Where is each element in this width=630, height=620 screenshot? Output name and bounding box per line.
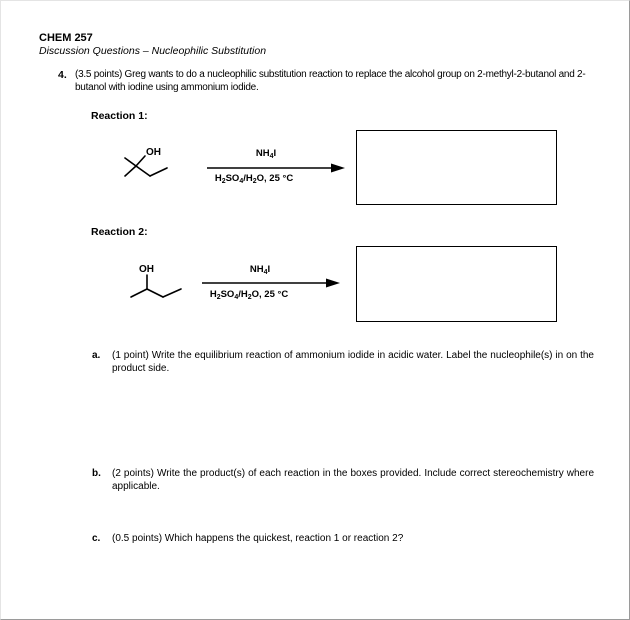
reaction-2-arrow: [202, 276, 342, 290]
part-a-text: (1 point) Write the equilibrium reaction of ammonium iodide in acidic water. Label the nucleophile(s) in on the product side.: [112, 350, 594, 374]
reaction-1-answer-box[interactable]: [356, 130, 557, 205]
part-a-letter: a.: [92, 350, 101, 361]
part-c-text: (0.5 points) Which happens the quickest, reaction 1 or reaction 2?: [112, 533, 404, 544]
reaction-2-answer-box[interactable]: [356, 246, 557, 322]
bond: [136, 156, 145, 166]
part-b-text: (2 points) Write the product(s) of each reaction in the boxes provided. Include correct stereochemistry where applicable.: [112, 468, 594, 492]
bond: [163, 289, 181, 297]
question-number: 4.: [58, 69, 67, 81]
reaction-1-reagent-top: $NH_4I$: [255, 148, 277, 160]
worksheet-subtitle: Discussion Questions – Nucleophilic Substitution: [39, 45, 267, 57]
question-text: (3.5 points) Greg wants to do a nucleophilic substitution reaction to replace the alcohol group on 2-methyl-2-butanol and 2-butanol with iodine using ammonium iodide.: [75, 69, 586, 93]
bond: [125, 166, 136, 176]
bond: [150, 168, 167, 176]
bond: [147, 289, 163, 297]
bond: [125, 158, 136, 166]
hydroxyl-label: OH: [139, 264, 154, 275]
bond: [131, 289, 147, 297]
reaction-2-label: Reaction 2:: [91, 226, 148, 238]
reaction-2-reagent-top: $NH_4I$: [249, 264, 271, 276]
course-title: CHEM 257: [39, 32, 93, 44]
reaction-1-reactant-structure: [119, 144, 181, 186]
reaction-2-reactant-structure: [121, 259, 187, 305]
part-b-letter: b.: [92, 468, 101, 479]
hydroxyl-label: OH: [146, 147, 161, 158]
reaction-2-reagent-bottom: $H_2SO_4/H_2O$, 25 °C: [209, 289, 289, 301]
reaction-1-label: Reaction 1:: [91, 110, 148, 122]
bond: [136, 166, 150, 176]
part-c-letter: c.: [92, 533, 101, 544]
reaction-1-reagent-bottom: $H_2SO_4/H_2O$, 25 °C: [214, 173, 294, 185]
